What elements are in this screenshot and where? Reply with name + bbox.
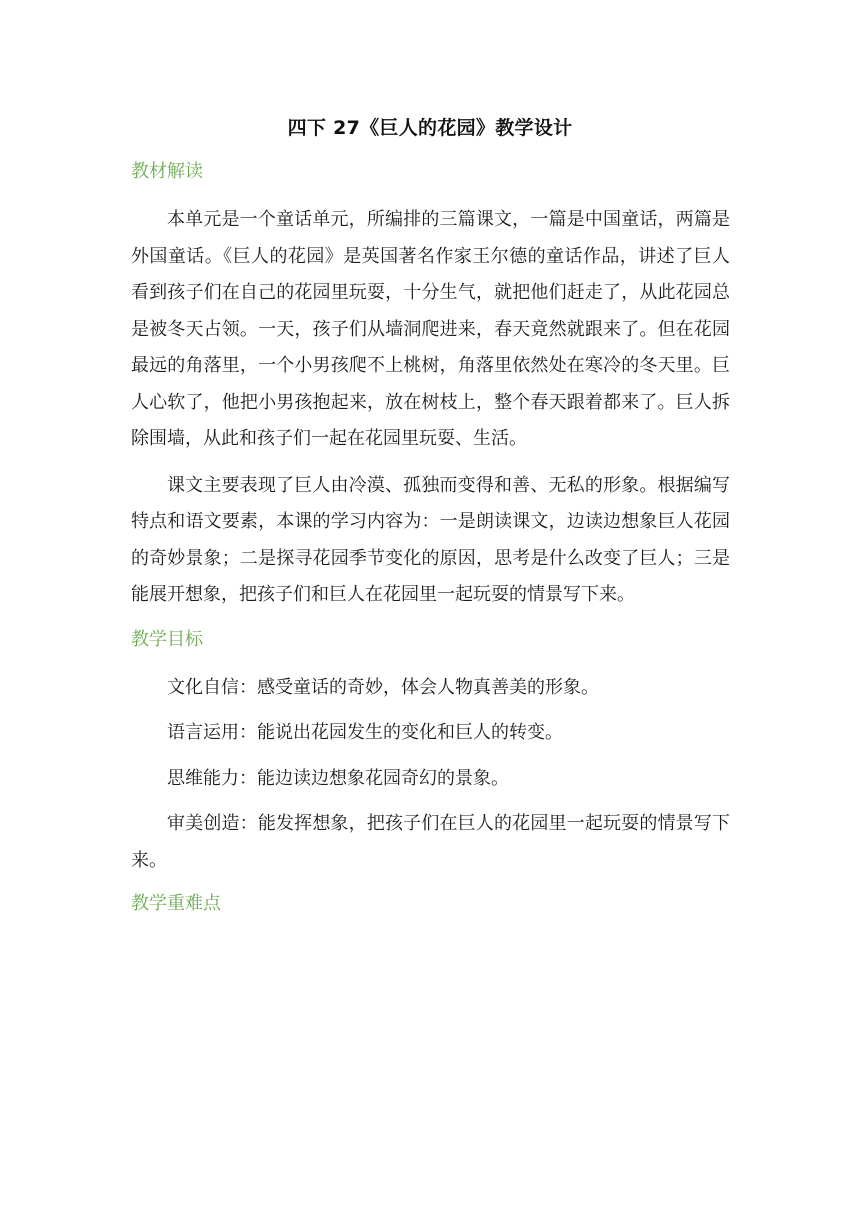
section-heading-key-difficulties: 教学重难点 — [131, 893, 221, 914]
paragraph-analysis-2: 课文主要表现了巨人由冷漠、孤独而变得和善、无私的形象。根据编写特点和语文要素，本课的学习内容为：一是朗读课文，边读边想象巨人花园的奇妙景象；二是探寻花园季节变化的原因，思考是什么改变了巨人；三是能展开想象，把孩子们和巨人在花园里一起玩耍的情景写下来。 — [131, 474, 730, 605]
section-heading-textbook-analysis: 教材解读 — [131, 161, 203, 182]
page-title: 四下 27《巨人的花园》教学设计 — [287, 117, 573, 139]
objective-language-use: 语言运用：能说出花园发生的变化和巨人的转变。 — [167, 722, 563, 743]
document-body — [131, 156, 730, 934]
objective-aesthetic-creation: 审美创造：能发挥想象，把孩子们在巨人的花园里一起玩耍的情景写下来。 — [131, 813, 730, 871]
section-heading-teaching-objectives: 教学目标 — [131, 628, 203, 650]
objective-thinking-ability: 思维能力：能边读边想象花园奇幻的景象。 — [167, 767, 509, 789]
paragraph-analysis-1: 本单元是一个童话单元，所编排的三篇课文，一篇是中国童话，两篇是外国童话。《巨人的花园》是英国著名作家王尔德的童话作品，讲述了巨人看到孩子们在自己的花园里玩耍，十分生气，就把他们赶走了，从此花园总是被冬天占领。一天，孩子们从墙洞爬进来，春天竟然就跟来了。但在花园最远的角落里，一个小男孩爬不上桃树，角落里依然处在寒冷的冬天里。巨人心软了，他把小男孩抱起来，放在树枝上，整个春天跟着都来了。巨人拆除围墙，从此和孩子们一起在花园里玩耍、生活。 — [131, 209, 730, 449]
objective-cultural-confidence: 文化自信：感受童话的奇妙，体会人物真善美的形象。 — [167, 676, 599, 698]
